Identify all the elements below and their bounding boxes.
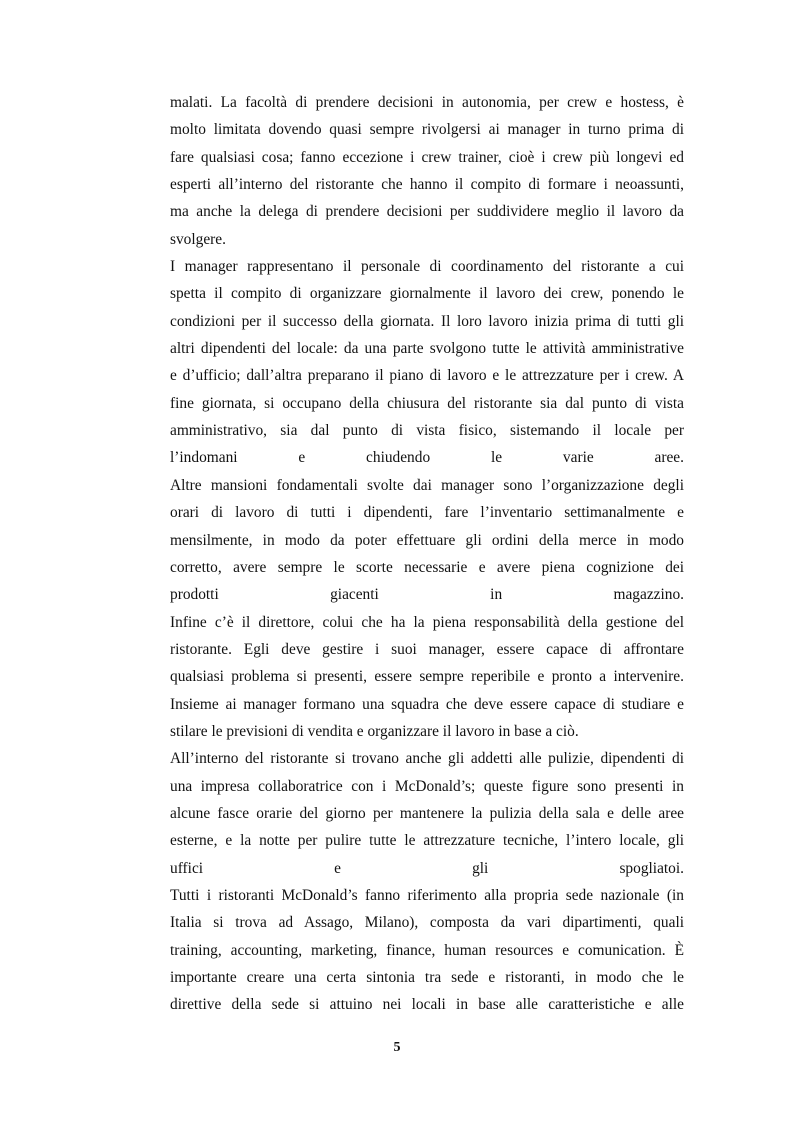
text-line: spetta il compito di organizzare giornalmente il lavoro dei crew, ponendo le bbox=[170, 285, 684, 303]
text-line: e d’ufficio; dall’altra preparano il piano di lavoro e le attrezzature per i crew. A bbox=[170, 367, 684, 385]
text-line: esterne, e la notte per pulire tutte le attrezzature tecniche, l’intero locale, gli bbox=[170, 832, 684, 850]
body-text bbox=[170, 89, 684, 1019]
text-line: condizioni per il successo della giornata. Il loro lavoro inizia prima di tutti gli bbox=[170, 312, 684, 330]
text-line: malati. La facoltà di prendere decisioni in autonomia, per crew e hostess, è bbox=[170, 94, 684, 111]
text-line: training, accounting, marketing, finance, human resources e comunication. È bbox=[170, 941, 684, 959]
text-line: alcune fasce orarie del giorno per mantenere la pulizia della sala e delle aree bbox=[170, 804, 684, 822]
text-line: Italia si trova ad Assago, Milano), composta da vari dipartimenti, quali bbox=[170, 914, 684, 932]
text-line: corretto, avere sempre le scorte necessarie e avere piena cognizione dei bbox=[170, 558, 684, 576]
page-number: 5 bbox=[393, 1040, 401, 1055]
text-line: fare qualsiasi cosa; fanno eccezione i crew trainer, cioè i crew più longevi ed bbox=[170, 148, 684, 166]
text-line: altri dipendenti del locale: da una parte svolgono tutte le attività amministrative bbox=[170, 340, 684, 358]
text-line: Tutti i ristoranti McDonald’s fanno riferimento alla propria sede nazionale (in bbox=[170, 886, 684, 904]
text-line: stilare le previsioni di vendita e organizzare il lavoro in base a ciò. bbox=[170, 722, 579, 740]
text-line: Insieme ai manager formano una squadra che deve essere capace di studiare e bbox=[170, 695, 684, 713]
text-line: amministrativo, sia dal punto di vista fisico, sistemando il locale per bbox=[170, 422, 684, 440]
text-line: Altre mansioni fondamentali svolte dai manager sono l’organizzazione degli bbox=[170, 476, 684, 494]
text-line: svolgere. bbox=[170, 230, 226, 248]
text-line: molto limitata dovendo quasi sempre rivolgersi ai manager in turno prima di bbox=[170, 121, 684, 139]
text-line: Infine c’è il direttore, colui che ha la piena responsabilità della gestione del bbox=[170, 613, 684, 631]
text-line: qualsiasi problema si presenti, essere sempre reperibile e pronto a intervenire. bbox=[170, 668, 684, 686]
text-line: importante creare una certa sintonia tra sede e ristoranti, in modo che le bbox=[170, 969, 684, 986]
text-line: direttive della sede si attuino nei locali in base alle caratteristiche e alle bbox=[170, 996, 684, 1014]
text-line: fine giornata, si occupano della chiusura del ristorante sia dal punto di vista bbox=[170, 394, 684, 412]
text-line: ristorante. Egli deve gestire i suoi manager, essere capace di affrontare bbox=[170, 640, 684, 658]
text-line: I manager rappresentano il personale di coordinamento del ristorante a cui bbox=[170, 258, 684, 276]
text-line: orari di lavoro di tutti i dipendenti, fare l’inventario settimanalmente e bbox=[170, 504, 684, 522]
text-line: esperti all’interno del ristorante che hanno il compito di formare i neoassunti, bbox=[170, 176, 684, 194]
text-line: prodotti giacenti in magazzino. bbox=[170, 586, 684, 604]
text-line: All’interno del ristorante si trovano anche gli addetti alle pulizie, dipendenti di bbox=[170, 750, 684, 768]
text-line: una impresa collaboratrice con i McDonald’s; queste figure sono presenti in bbox=[170, 777, 684, 795]
text-line: uffici e gli spogliatoi. bbox=[170, 859, 684, 877]
text-line: mensilmente, in modo da poter effettuare gli ordini della merce in modo bbox=[170, 531, 684, 549]
text-line: ma anche la delega di prendere decisioni per suddividere meglio il lavoro da bbox=[170, 203, 684, 221]
text-line: l’indomani e chiudendo le varie aree. bbox=[170, 449, 684, 467]
